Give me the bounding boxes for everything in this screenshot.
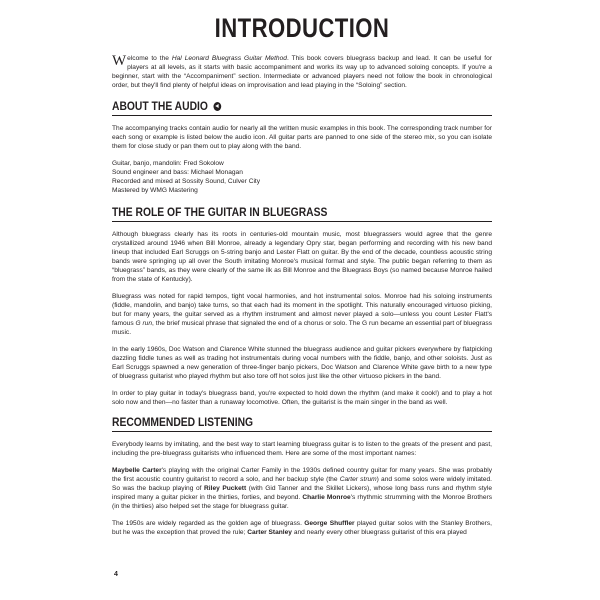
credit-line: Sound engineer and bass: Michael Monagan bbox=[112, 169, 243, 176]
role-heading: THE ROLE OF THE GUITAR IN BLUEGRASS bbox=[112, 205, 328, 219]
role-p2-text-b: , the brief musical phrase that signaled the end of a chorus or solo. The G run became an essential part of bluegrass music. bbox=[112, 320, 492, 336]
artist-name: Carter Stanley bbox=[247, 529, 292, 536]
section-divider bbox=[112, 431, 492, 432]
listening-p2-text: 's rhythmic strumming with the Monroe Brothers (in the thirties) also helped set the stage for bluegrass guitar. bbox=[112, 494, 492, 510]
intro-text-2: . This book covers bluegrass backup and lead. It can be useful for players at all levels, as it starts with basic accompaniment and works its way up to advanced soloing concepts. If you're a beginner, start with the “Accompaniment” section. Intermediate or advanced players need not follow the book in chronological order, but they'll find plenty of helpful ideas on improvisation and lead playing in the “Soloing” section. bbox=[112, 55, 492, 89]
audio-credits bbox=[112, 159, 492, 195]
section-divider bbox=[112, 115, 492, 116]
g-run-term: G run bbox=[135, 320, 153, 327]
book-page bbox=[112, 14, 492, 600]
audio-icon bbox=[213, 102, 221, 111]
role-paragraph-2 bbox=[112, 292, 492, 337]
intro-paragraph bbox=[112, 54, 492, 90]
role-p2-text-a: Bluegrass was noted for rapid tempos, tight vocal harmonies, and hot instrumental solos. Monroe had his soloing instruments (fiddle, mandolin, and banjo) take turns, so that each had its moment in the spotlight. This naturally encouraged virtuoso picking, but for many years, the guitar served as a rhythm instrument and almost never played a solo—unless you count Lester Flatt's famous bbox=[112, 293, 492, 327]
listening-p2-text: (with Gid Tanner and the Skillet Lickers), whose long bass runs and rhythm style inspired many a guitar picker in the thirties, forties, and beyond. bbox=[112, 485, 492, 501]
credit-line: Recorded and mixed at Sossity Sound, Culver City bbox=[112, 178, 261, 185]
page-number: 4 bbox=[114, 571, 118, 578]
listening-p3-text: played guitar solos with the Stanley Brothers, but he was the exception that proved the rule; bbox=[112, 520, 492, 536]
about-audio-paragraph: The accompanying tracks contain audio for nearly all the written music examples in this book. The corresponding track number for each song or example is listed below the audio icon. All guitar parts are panned to one side of the stereo mix, so you can isolate them for close study or pan them out to play along with the band. bbox=[112, 125, 492, 150]
book-title: Hal Leonard Bluegrass Guitar Method bbox=[171, 55, 287, 62]
artist-name: Charlie Monroe bbox=[302, 494, 351, 501]
listening-p2-text: 's playing with the original Carter Family in the 1930s defined country guitar for many years. She was probably the first acoustic country guitarist to record a solo, and her backup style (the bbox=[112, 467, 492, 483]
artist-name: Riley Puckett bbox=[204, 485, 247, 492]
drop-cap: W bbox=[112, 53, 127, 69]
section-divider bbox=[112, 221, 492, 222]
about-audio-heading-text: ABOUT THE AUDIO bbox=[112, 99, 208, 113]
artist-name: Maybelle Carter bbox=[112, 467, 162, 474]
carter-strum-term: Carter strum bbox=[339, 476, 377, 483]
credit-line: Mastered by WMG Mastering bbox=[112, 187, 198, 194]
role-paragraph-3: In the early 1960s, Doc Watson and Clarence White stunned the bluegrass audience and guitar pickers everywhere by flatpicking dazzling fiddle tunes as well as trading hot instrumentals during vocal numbers with the fiddle, banjo, and other soloists. Just as Earl Scruggs spawned a new generation of three-finger banjo pickers, Doc Watson and Clarence White gave birth to a new type of bluegrass guitarist who played rhythm but also tore off hot solos just like the other virtuoso pickers in the band. bbox=[112, 346, 492, 380]
listening-paragraph-1: Everybody learns by imitating, and the best way to start learning bluegrass guitar is to listen to the greats of the present and past, including the pre-bluegrass guitarists who influenced them. Here are some of the most important names: bbox=[112, 441, 492, 457]
artist-name: George Shuffler bbox=[304, 520, 355, 527]
listening-paragraph-3 bbox=[112, 519, 492, 537]
role-paragraph-4: In order to play guitar in today's bluegrass band, you're expected to hold down the rhythm (and make it cook!) and to play a hot solo now and then—no faster than a runaway locomotive. Often, the guitarist is the main singer in the band as well. bbox=[112, 390, 492, 406]
listening-p2-text: ) and some solos were widely imitated. So was the backup playing of bbox=[112, 476, 492, 492]
credit-line: Guitar, banjo, mandolin: Fred Sokolow bbox=[112, 160, 224, 167]
listening-heading: RECOMMENDED LISTENING bbox=[112, 415, 254, 429]
listening-p3-text: The 1950s are widely regarded as the golden age of bluegrass. bbox=[112, 520, 305, 527]
listening-p3-text: and nearly every other bluegrass guitarist of this era played bbox=[291, 529, 467, 536]
role-paragraph-1: Although bluegrass clearly has its roots in centuries-old mountain music, most bluegrassers would agree that the genre crystallized around 1946 when Bill Monroe, already a legendary Opry star, began performing and recording with his new band lineup that included Earl Scruggs on 5-string banjo and Lester Flatt on guitar. By the end of the decade, countless acoustic string bands were springing up all over the South imitating Monroe's musical format and style. The public began referring to them as “bluegrass” bands, as they were clearly of the same ilk as Bill Monroe and the Bluegrass Boys (so named because Monroe hailed from the state of Kentucky). bbox=[112, 231, 492, 283]
intro-text-1: elcome to the bbox=[127, 55, 172, 62]
about-audio-heading bbox=[112, 99, 439, 113]
listening-paragraph-2 bbox=[112, 466, 492, 511]
page-title: INTRODUCTION bbox=[214, 13, 390, 43]
